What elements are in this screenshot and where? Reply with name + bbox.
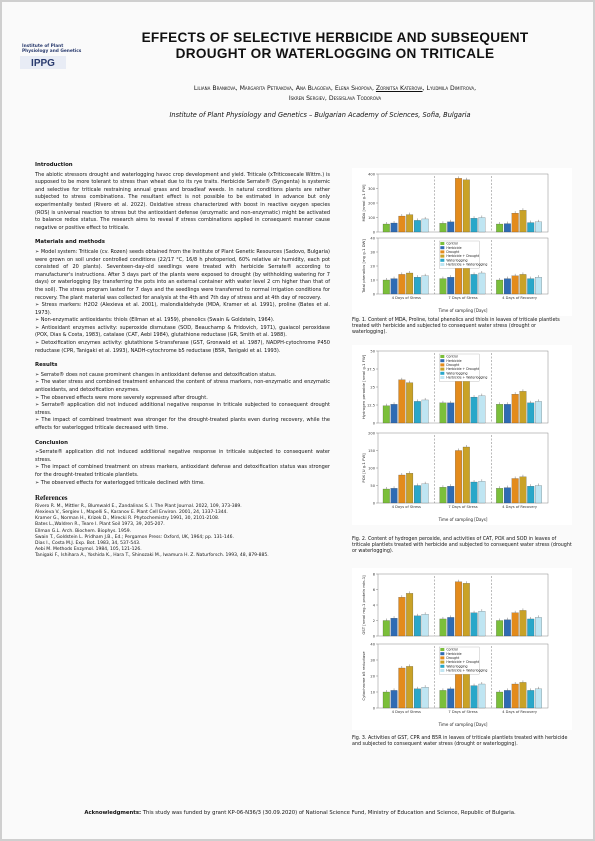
- figure-3: [352, 568, 572, 730]
- reference-item: Dias I., Costa M.J. Exp. Bot. 1983, 34, 537-543.: [35, 540, 141, 546]
- bar: [422, 219, 429, 232]
- methods-item: ➢ Detoxification enzymes activity: glutathione S-transferase (GST, Gronwald et al. 1987), NADPH-cytochrome P450 reductase (CPR, Tanigaki et al. 1993), NADH-cytochrome b5 reductase (B5R, Tanigaki et al. 1993).: [35, 340, 330, 354]
- legend-swatch: [440, 363, 444, 366]
- legend-swatch: [440, 372, 444, 375]
- y-tick-label: 30: [370, 250, 375, 255]
- results-item: ➢ The water stress and combined treatment enhanced the content of stress markers, non-enzymatic and enzymatic antioxidants, and detoxification enzymes.: [35, 379, 330, 394]
- bar: [520, 274, 527, 294]
- reference-item: Rivero R. M., Mittler R., Blumwald E., Zandalinas S. I. The Plant Journal. 2022, 109, 373-389.: [35, 503, 242, 509]
- bar: [391, 404, 398, 423]
- legend-label: Waterlogging: [446, 258, 468, 263]
- legend-label: Drought: [446, 656, 460, 660]
- y-tick-label: 4: [372, 603, 375, 608]
- y-axis-label: POX [U g-1 FW]: [361, 453, 366, 483]
- bar: [383, 406, 390, 423]
- bar: [527, 619, 534, 636]
- bar: [512, 479, 519, 504]
- bar: [479, 684, 486, 708]
- legend-label: Control: [446, 241, 458, 246]
- ippg-logo: [20, 56, 66, 69]
- x-tick-label: 7 Days of Stress: [448, 710, 478, 714]
- legend-label: Drought: [446, 250, 460, 254]
- bar: [455, 451, 462, 504]
- figure-1-chart: [352, 168, 572, 316]
- bar: [440, 223, 447, 232]
- bar: [399, 668, 406, 708]
- y-tick-label: 50: [370, 484, 375, 488]
- methods-list: [35, 249, 330, 355]
- bar: [455, 178, 462, 232]
- figure-1: [352, 168, 572, 316]
- legend-swatch: [440, 656, 444, 659]
- y-tick-label: 150: [368, 449, 375, 453]
- x-tick-label: 7 Days of Stress: [448, 296, 478, 300]
- reference-item: Bates L.,Waldren R., Teare I. Plant Soil 1973, 39, 205-207.: [35, 522, 165, 528]
- bar: [471, 397, 478, 423]
- bar: [399, 216, 406, 232]
- bar: [512, 613, 519, 636]
- references-heading: References: [35, 494, 68, 503]
- figure-2-chart: [352, 345, 572, 525]
- legend-swatch: [440, 259, 444, 262]
- y-tick-label: 100: [368, 466, 375, 471]
- bar: [414, 277, 421, 294]
- bar: [391, 690, 398, 708]
- bar: [471, 482, 478, 503]
- y-tick-label: 8: [372, 572, 375, 577]
- x-axis-label: Time of sampling [Days]: [438, 308, 488, 313]
- conclusion-item: ➢Serrate® application did not induced additional negative response in triticale subjected to consequent water stress.: [35, 449, 330, 463]
- legend-swatch: [440, 665, 444, 668]
- bar: [399, 597, 406, 636]
- bar: [504, 488, 511, 503]
- bar: [422, 687, 429, 708]
- legend-swatch: [440, 648, 444, 651]
- y-axis-label: Total phenolics [mg g-1 DW]: [361, 239, 366, 293]
- results-list: [35, 372, 330, 433]
- y-tick-label: 6: [372, 588, 375, 592]
- bar: [422, 276, 429, 294]
- y-axis-label: GST [nmol mg-1 protein min-1]: [361, 575, 366, 635]
- bar: [447, 277, 454, 294]
- bar: [496, 692, 503, 708]
- acknowledgments: [40, 810, 560, 816]
- bar: [535, 617, 542, 636]
- legend-swatch: [440, 263, 444, 266]
- y-axis-label: Cytochrome b5 reductase: [361, 651, 366, 701]
- bar: [479, 611, 486, 636]
- legend-label: Waterlogging: [446, 371, 468, 376]
- bar: [535, 486, 542, 504]
- y-tick-label: 0: [372, 501, 375, 506]
- bar: [512, 276, 519, 294]
- svg-text:IPPG: IPPG: [31, 58, 55, 69]
- legend-label: Herbicide: [446, 245, 462, 250]
- intro-heading: Introduction: [35, 162, 73, 168]
- bar: [406, 473, 413, 503]
- bar: [463, 447, 470, 503]
- bar: [406, 273, 413, 294]
- bar: [447, 617, 454, 636]
- reference-item: Ellman G.L. Arch. Biochem. Biophys. 1959.: [35, 528, 132, 534]
- bar: [535, 277, 542, 294]
- conclusion-heading: Conclusion: [35, 439, 68, 446]
- references-list: [35, 504, 330, 560]
- y-tick-label: 20: [370, 674, 375, 679]
- bar: [535, 689, 542, 708]
- y-tick-label: 300: [368, 187, 375, 191]
- x-tick-label: 4 Days of Stress: [391, 296, 421, 300]
- bar: [496, 621, 503, 637]
- y-tick-label: 400: [368, 172, 375, 177]
- y-tick-label: 200: [368, 201, 375, 206]
- bar: [422, 484, 429, 503]
- legend-label: Control: [446, 647, 458, 652]
- bar: [440, 619, 447, 636]
- methods-item: ➢ Non-enzymatic antioxidants: thiols (Ellman et al. 1959), phenolics (Swain & Goldstein, 1964).: [35, 317, 275, 324]
- bar: [399, 274, 406, 294]
- bar: [399, 380, 406, 423]
- x-tick-label: 4 Days of Recovery: [502, 505, 538, 509]
- bar: [520, 391, 527, 423]
- figure-2-caption: Fig. 2. Content of hydrogen peroxide, and activities of CAT, POX and SOD in leaves of triticale plantlets treated with herbicide and subjected to consequent water stress (drought or waterlogging).: [352, 537, 572, 555]
- bar: [512, 213, 519, 232]
- bar: [527, 279, 534, 294]
- bar: [504, 620, 511, 636]
- bar: [504, 690, 511, 708]
- bar: [520, 682, 527, 708]
- legend-label: Herbicide: [446, 651, 462, 656]
- bar: [471, 686, 478, 708]
- authors: [90, 84, 580, 104]
- reference-item: Alexieva V., Sergiev I., Mapelli S., Karanov E. Plant Cell Environ. 2001, 24, 1337-1344.: [35, 509, 228, 515]
- conclusion-item: ➢ The observed effects for waterlogged triticale declined with time.: [35, 479, 205, 486]
- legend-label: Herbicide: [446, 358, 462, 363]
- results-item: ➢ Serrate® application did not induced additional negative response in triticale subjected to consequent drought stress.: [35, 402, 330, 416]
- bar: [520, 477, 527, 503]
- y-tick-label: 0: [372, 292, 375, 297]
- bar: [414, 486, 421, 504]
- bar: [527, 403, 534, 423]
- y-tick-label: 12.5: [366, 403, 375, 408]
- bar: [479, 218, 486, 233]
- bar: [471, 218, 478, 232]
- bar: [447, 403, 454, 423]
- bar: [496, 404, 503, 423]
- y-tick-label: 10: [370, 690, 375, 695]
- bar: [391, 488, 398, 503]
- intro-text: The abiotic stressors drought and waterlogging havoc crop development and yield. Triticale (xTriticosecale Wittm.) is supposed to be more tolerant to stress than wheat due to its rye traits. Herbicide Serrate® (Syngenta) is systemic and selective for triticale restraining annual grass and broadleaf weeds. In natural conditions plants are rather subjected to stress combinations. The resultant effect is not possible to be estimated in advance but only experimentally tested (Rivero et al. 2022). Oxidative stress characterized with boost in reactive oxygen species (ROS) is universal reaction to stress but the antioxidant defense (enzymatic and non-enzymatic) might be activated to balance redox status. The research aims to reveal if stress combinations applied in consequent manner cause negative or positive effect to triticale.: [35, 171, 330, 231]
- x-tick-label: 4 Days of Recovery: [502, 296, 538, 300]
- conclusion-item: ➢ The impact of combined treatment on stress markers, antioxidant defense and detoxification status was stronger for the drought-treated triticale plantlets.: [35, 464, 330, 478]
- bar: [463, 180, 470, 232]
- bar: [440, 487, 447, 503]
- legend-swatch: [440, 242, 444, 245]
- presenting-author: Zornitsa Katerova: [375, 85, 423, 92]
- conclusion-list: [35, 449, 330, 487]
- bar: [447, 222, 454, 232]
- ack-label: Acknowledgments:: [84, 810, 142, 816]
- bar: [406, 215, 413, 232]
- y-tick-label: 200: [368, 431, 375, 436]
- legend-swatch: [440, 368, 444, 371]
- reference-item: Kramer G., Norman H., Krizek D., Mirecki R. Phytochemistry 1991, 30, 2101-2108.: [35, 516, 220, 522]
- y-tick-label: 0: [372, 634, 375, 639]
- bar: [496, 280, 503, 294]
- bar: [406, 666, 413, 708]
- y-tick-label: 10: [370, 278, 375, 283]
- poster-title: [90, 30, 580, 62]
- y-tick-label: 0: [372, 230, 375, 235]
- y-tick-label: 37.5: [366, 367, 375, 372]
- y-tick-label: 20: [370, 264, 375, 269]
- bar: [504, 279, 511, 294]
- y-tick-label: 30: [370, 658, 375, 663]
- title-line1: EFFECTS OF SELECTIVE HERBICIDE AND SUBSEQUENT: [141, 30, 529, 45]
- bar: [463, 583, 470, 636]
- figure-2: [352, 345, 572, 525]
- legend-label: Herbicide + Waterlogging: [446, 262, 488, 267]
- authors-line2: Iskren Sergiev, Dessislava Todorova: [288, 95, 382, 102]
- x-axis-label: Time of sampling [Days]: [438, 517, 488, 522]
- bar: [527, 486, 534, 503]
- authors-line1: Liliana Brankova, Margarita Petrakova, Ana Blagoeva, Elena Shopova, Zornitsa Katerova, Lyudmila Dimitrova,: [193, 85, 477, 92]
- bar: [422, 400, 429, 423]
- bar: [414, 220, 421, 232]
- institute-affiliation: Institute of Plant Physiology and Genetics – Bulgarian Academy of Sciences, Sofia, Bulgaria: [169, 111, 471, 119]
- bar: [414, 401, 421, 423]
- figure-3-chart: [352, 568, 572, 730]
- results-heading: Results: [35, 362, 58, 369]
- bar: [535, 222, 542, 232]
- methods-item: ➢ Model system: Triticale (cv. Rozen) seeds obtained from the Institute of Plant Genetic Resources (Sadovo, Bulgaria) were grown on soil under controlled conditions (22/17 °C, 16/8 h photoperiod, 60% relative air humidity, each pot consisted of 20 plants). Seventeen-day-old seedlings were treated with herbicide Serrate® according to manufacturer's instructions. After 3 days part of the plants were exposed to drought (by withholding watering for 7 days) or waterlogging (by transferring the pots into an external container with water level 2 cm higher than that of the soil). The stress program lasted for 7 days and the seedlings were transferred to normal irrigation conditions for recovery. The plant material was collected for analysis at the 4th and 7th day of stress and at 4th day of recovery.: [35, 248, 330, 301]
- bar: [463, 265, 470, 294]
- results-item: ➢ The impact of combined treatment was stronger for the drought-treated plants even during recovery, while the effects for waterlogged triticale decreased with time.: [35, 417, 330, 431]
- left-column: [35, 162, 330, 560]
- bar: [479, 481, 486, 503]
- y-tick-label: 40: [370, 236, 375, 241]
- y-tick-label: 50: [370, 349, 375, 354]
- legend-label: Waterlogging: [446, 664, 468, 669]
- legend-label: Herbicide + Drought: [446, 660, 480, 665]
- bar: [383, 280, 390, 294]
- bar: [520, 610, 527, 636]
- reference-item: Tanigaki F., Ishihara A., Yoshida K., Hara T., Shinozaki M., Iwamura H. Z. Naturforsch. 1993, 48, 879-885.: [35, 553, 269, 559]
- bar: [504, 404, 511, 423]
- legend-swatch: [440, 355, 444, 358]
- legend-swatch: [440, 246, 444, 249]
- y-tick-label: 40: [370, 642, 375, 647]
- legend-swatch: [440, 376, 444, 379]
- bar: [383, 489, 390, 503]
- title-line2: DROUGHT OR WATERLOGGING ON TRITICALE: [175, 46, 495, 61]
- ack-text: This study was funded by grant KP-06-N36/3 (30.09.2020) of National Science Fund, Ministry of Education and Science, Republic of Bulgaria.: [142, 810, 516, 816]
- bar: [447, 486, 454, 503]
- logo-line2: Physiology and Genetics: [22, 49, 82, 54]
- y-tick-label: 25: [370, 385, 375, 390]
- bar: [496, 224, 503, 232]
- legend-swatch: [440, 359, 444, 362]
- bar: [399, 475, 406, 503]
- bar: [391, 279, 398, 294]
- bar: [512, 394, 519, 423]
- y-axis-label: Hydrogen peroxide [nmol g-1 FW]: [361, 354, 366, 420]
- reference-item: Aebi M. Methods Enzymol. 1984, 105, 121-126.: [35, 547, 142, 553]
- institute-logo-text: [22, 44, 81, 54]
- bar: [471, 613, 478, 636]
- bar: [496, 488, 503, 503]
- legend-label: Herbicide + Drought: [446, 367, 480, 372]
- bar: [422, 614, 429, 636]
- legend-label: Herbicide + Waterlogging: [446, 375, 488, 380]
- legend-swatch: [440, 661, 444, 664]
- y-tick-label: 0: [372, 706, 375, 711]
- bar: [383, 692, 390, 708]
- reference-item: Swain T., Goldstein L. Pridham J.B., Ed.; Pergamon Press: Oxford, UK, 1964; pp. 131-146.: [35, 534, 234, 540]
- bar: [406, 383, 413, 423]
- y-tick-label: 100: [368, 216, 375, 220]
- bar: [479, 396, 486, 423]
- y-tick-label: 0: [372, 421, 375, 426]
- methods-item: ➢ Antioxidant enzymes activity: superoxide dismutase (SOD, Beauchamp & Fridovich, 1971), guaiacol peroxidase (POX, Dias & Costa, 1983), catalase (CAT, Aebi 1984), glutathione reductase (GR, Smith et al. 1988).: [35, 324, 330, 339]
- bar: [447, 689, 454, 708]
- legend-label: Control: [446, 354, 458, 359]
- bar: [471, 274, 478, 294]
- bar: [479, 273, 486, 294]
- bar: [527, 690, 534, 708]
- bar: [504, 224, 511, 232]
- logo-line1: Institute of Plant: [22, 44, 64, 49]
- bar: [512, 684, 519, 708]
- x-tick-label: 4 Days of Stress: [391, 710, 421, 714]
- legend-swatch: [440, 652, 444, 655]
- bar: [527, 223, 534, 232]
- legend-swatch: [440, 255, 444, 258]
- legend-swatch: [440, 669, 444, 672]
- x-tick-label: 7 Days of Stress: [448, 505, 478, 509]
- bar: [414, 616, 421, 636]
- bar: [440, 403, 447, 423]
- methods-heading: Materials and methods: [35, 239, 105, 246]
- bar: [406, 593, 413, 636]
- figure-1-caption: Fig. 1. Content of MDA, Proline, total phenolics and thiols in leaves of triticale plantlets treated with herbicide and subjected to consequent water stress (drought or waterlogging).: [352, 318, 560, 336]
- bar: [383, 224, 390, 232]
- legend-label: Drought: [446, 363, 460, 367]
- x-tick-label: 4 Days of Recovery: [502, 710, 538, 714]
- bar: [440, 279, 447, 294]
- figure-3-caption: Fig. 3. Activities of GST, CPR and B5R in leaves of triticale plantlets treated with herbicide and subjected to consequent water stress (drought or waterlogging).: [352, 736, 568, 748]
- bar: [414, 689, 421, 708]
- bar: [391, 618, 398, 636]
- results-item: ➢ Serrate® does not cause prominent changes in antioxidant defense and detoxification status.: [35, 371, 277, 378]
- bar: [383, 621, 390, 637]
- bar: [391, 223, 398, 232]
- results-item: ➢ The observed effects were more severely expressed after drought.: [35, 394, 208, 401]
- y-tick-label: 2: [372, 619, 375, 623]
- bar: [535, 401, 542, 423]
- y-axis-label: MDA [nmol g-1 FW]: [361, 184, 366, 222]
- bar: [520, 210, 527, 232]
- bar: [440, 690, 447, 708]
- legend-label: Herbicide + Drought: [446, 254, 480, 259]
- x-axis-label: Time of sampling [Days]: [438, 722, 488, 727]
- bar: [455, 582, 462, 636]
- methods-item: ➢ Stress markers: H2O2 (Alexieva et al. 2001), malondialdehyde (MDA, Kramer et al. 1991), proline (Bates et al. 1973).: [35, 302, 330, 316]
- x-tick-label: 4 Days of Stress: [391, 505, 421, 509]
- legend-label: Herbicide + Waterlogging: [446, 668, 488, 673]
- legend-swatch: [440, 250, 444, 253]
